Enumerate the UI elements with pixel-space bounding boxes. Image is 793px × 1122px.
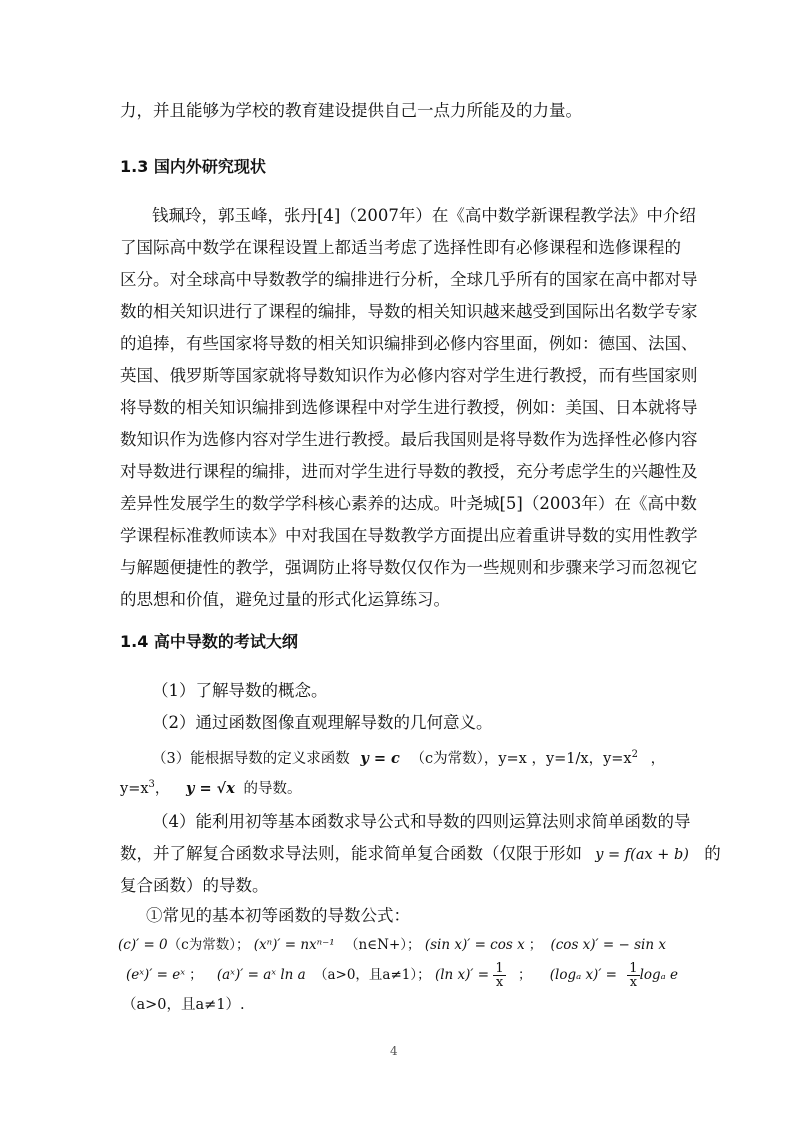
paragraph-line: 差异性发展学生的数学学科核心素养的达成。叶尧城[5]（2003年）在《高中数 [120,494,697,513]
formula-note: （n∈N+）； [344,937,421,953]
section-heading-1-4: 1.4 高中导数的考试大纲 [120,632,298,651]
formula-note: （c为常数）； [167,937,250,953]
paragraph-line: 将导数的相关知识编排到选修课程中对学生进行教授，例如：美国、日本就将导 [120,398,698,417]
fraction [493,962,505,989]
item-text: 数，并了解复合函数求导法则，能求简单复合函数（仅限于形如 [120,844,582,863]
item-text: （c为常数），y=x ，y=1/x，y=x [410,750,632,767]
formula-note: ； [528,937,543,953]
list-item [152,744,665,770]
section-heading-1-3: 1.3 国内外研究现状 [120,157,266,176]
list-item: （2）通过函数图像直观理解导数的几何意义。 [152,713,493,732]
list-item-continued [120,843,721,866]
item-text: y=x [120,780,149,797]
list-item-continued [120,774,301,800]
list-item: （4）能利用初等基本函数求导公式和导数的四则运算法则求简单函数的导 [152,812,691,831]
item-text: 的 [704,844,721,863]
denominator: x [495,975,504,990]
paragraph-line: 数知识作为选修内容对学生进行教授。最后我国则是将导数作为选择性必修内容 [120,430,698,449]
item-text: ， [650,750,666,767]
formula: (cos x)′ = − sin x [550,937,666,953]
paragraph-line: 的追捧，有些国家将导数的相关知识编排到必修内容里面，例如：德国、法国、 [120,334,698,353]
formula: y = f(ax + b) [595,847,689,863]
formula: y = √x [186,779,235,797]
formula-row [118,934,666,956]
paragraph-line: 英国、俄罗斯等国家就将导数知识作为必修内容对学生进行教授，而有些国家则 [120,366,698,385]
paragraph-line: 力，并且能够为学校的教育建设提供自己一点力所能及的力量。 [120,101,582,120]
paragraph-line: 区分。对全球高中导数教学的编排进行分析，全球几乎所有的国家在高中都对导 [120,270,698,289]
formula: (xⁿ)′ = nxⁿ⁻¹ [253,937,335,953]
formula-note: ； [517,967,532,983]
item-text: （3）能根据导数的定义求函数 [152,750,350,767]
formula: (aˣ)′ = aˣ ln a [216,967,306,983]
formula: y = c [360,749,400,767]
list-item: （1）了解导数的概念。 [152,681,328,700]
formula: (sin x)′ = cos x [424,937,525,953]
superscript: 3 [148,779,155,790]
denominator: x [629,975,638,990]
formula-note: ； [189,967,203,983]
formula: (c)′ = 0 [118,937,168,953]
formula-note-line: （a>0，且a≠1）. [122,997,245,1013]
paragraph-line: 的思想和价值，避免过量的形式化运算练习。 [120,590,450,609]
fraction [627,962,639,989]
item-text: ， [154,780,170,797]
page-number: 4 [390,1044,398,1058]
list-item-continued: 复合函数）的导数。 [120,876,269,895]
formula-row [126,962,678,989]
formula: (logₐ x)′ = [549,967,617,983]
formula-note: （a>0，且a≠1）； [313,967,431,983]
paragraph-line: 学课程标准教师读本》中对我国在导数教学方面提出应着重讲导数的实用性教学 [120,526,698,545]
formula-list-heading: ①常见的基本初等函数的导数公式： [146,906,410,925]
formula: (ln x)′ = [434,967,490,983]
formula: (eˣ)′ = eˣ [126,967,186,983]
paragraph-line: 对导数进行课程的编排，进而对学生进行导数的教授，充分考虑学生的兴趣性及 [120,462,698,481]
numerator: 1 [629,961,638,976]
paragraph-line: 了国际高中数学在课程设置上都适当考虑了选择性即有必修课程和选修课程的 [120,238,681,257]
formula: logₐ e [639,967,679,983]
paragraph-line: 与解题便捷性的教学，强调防止将导数仅仅作为一些规则和步骤来学习而忽视它 [120,558,698,577]
item-text: 的导数。 [238,780,302,797]
paragraph-line: 钱珮玲，郭玉峰，张丹[4]（2007年）在《高中数学新课程教学法》中介绍 [152,206,696,225]
superscript: 2 [631,749,638,760]
paragraph-line: 数的相关知识进行了课程的编排，导数的相关知识越来越受到国际出名数学专家 [120,302,698,321]
numerator: 1 [495,961,504,976]
